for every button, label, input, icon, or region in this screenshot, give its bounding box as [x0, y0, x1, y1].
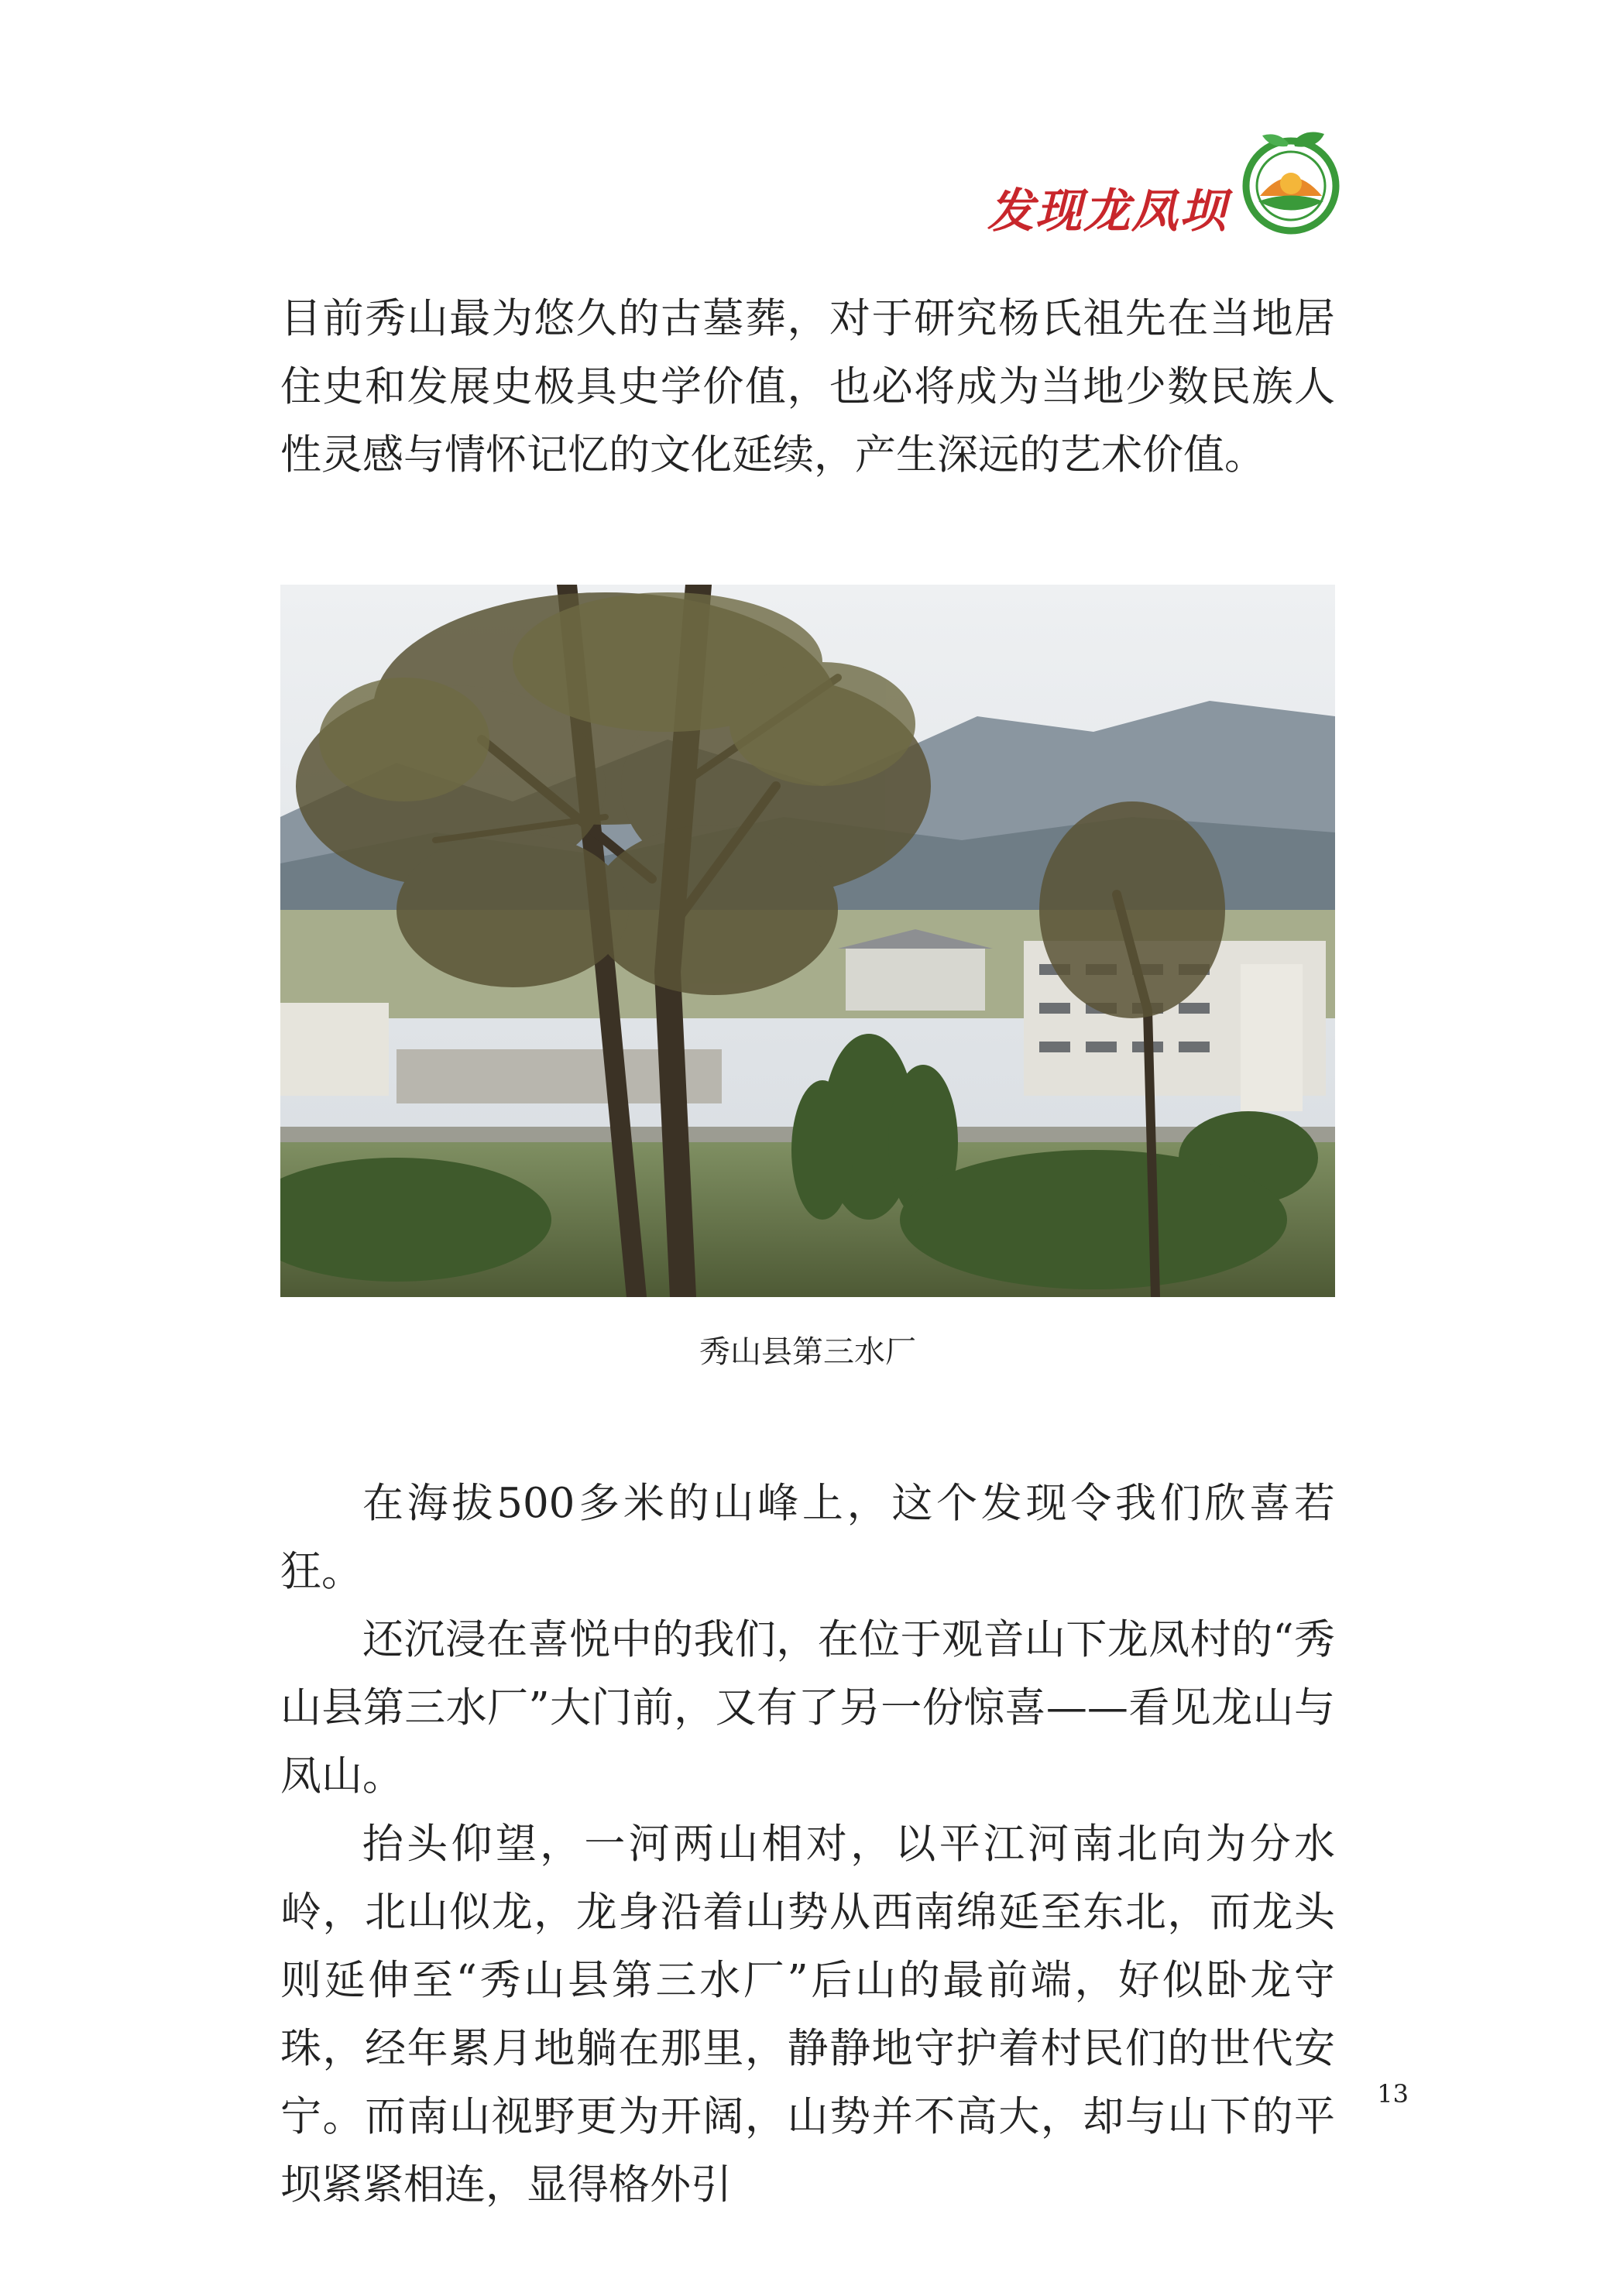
paragraph-text: 目前秀山最为悠久的古墓葬，对于研究杨氏祖先在当地居住史和发展史极具史学价值，也必将成为当地少数民族人性灵感与情怀记忆的文化延续，产生深远的艺术价值。 [280, 295, 1335, 479]
page-number: 13 [1377, 2079, 1409, 2109]
header-logo [984, 128, 1347, 244]
paragraph-text: 在海拔500多米的山峰上，这个发现令我们欣喜若狂。 [280, 1480, 1335, 1595]
leaf-sun-emblem-icon [1239, 128, 1344, 236]
figure-caption: 秀山县第三水厂 [699, 1334, 916, 1370]
paragraph-text: 还沉浸在喜悦中的我们，在位于观音山下龙凤村的“秀山县第三水厂”大门前，又有了另一份惊喜——看见龙山与凤山。 [280, 1616, 1335, 1800]
paragraph-1 [280, 285, 1335, 489]
paragraph-text: 抬头仰望，一河两山相对，以平江河南北向为分水岭，北山似龙，龙身沿着山势从西南绵延至东北，而龙头则延伸至“秀山县第三水厂”后山的最前端，好似卧龙守珠，经年累月地躺在那里，静静地守护着村民们的世代安宁。而南山视野更为开阔，山势并不高大，却与山下的平坝紧紧相连，显得格外引 [280, 1821, 1335, 2208]
paragraph-group-2 [280, 1470, 1335, 2219]
landscape-photo-water-plant [280, 585, 1335, 1297]
header-title: 发现龙凤坝 [987, 184, 1227, 239]
